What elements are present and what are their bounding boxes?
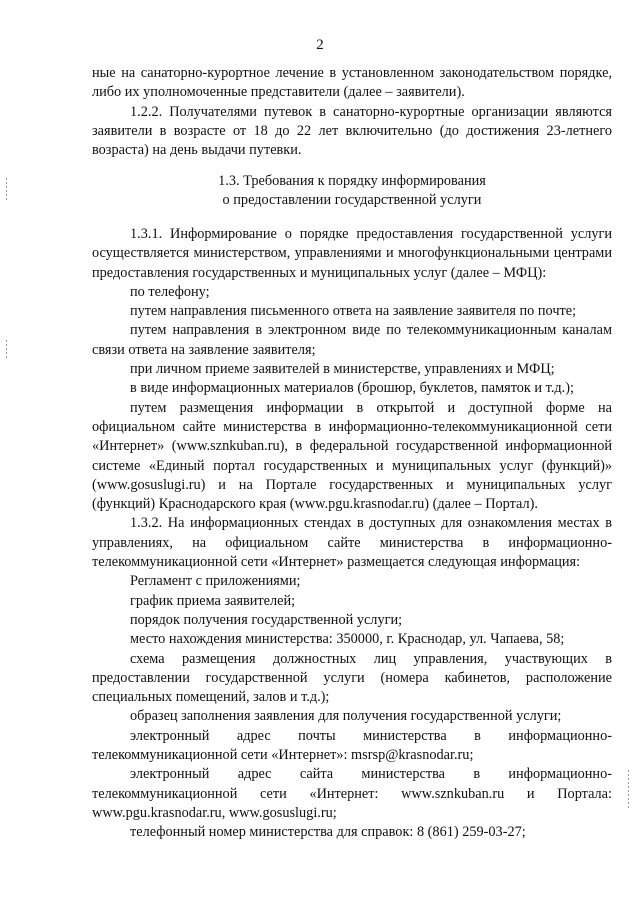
list-item: место нахождения министерства: 350000, г. Краснодар, ул. Чапаева, 58; [130,631,565,648]
paragraph-1-2-2: 1.2.2. Получателями путевок в санаторно-курортные организации являются заявители в возрасте от 18 до 22 лет включительно (до достижения 23-летнего возраста) на день выдачи путевки. [92,103,612,159]
scan-margin-mark [6,178,7,200]
section-heading [92,172,612,211]
list-item: образец заполнения заявления для получения государственной услуги; [130,708,562,725]
list-item: электронный адрес почты министерства в информационно-телекоммуникационной сети «Интернет»: msrsp@krasnodar.ru; [92,727,612,764]
list-item: путем направления письменного ответа на заявление заявителя по почте; [130,303,577,320]
list-item: электронный адрес сайта министерства в информационно-телекоммуникационной сети «Интернет: www.sznkuban.ru и Портала: www.pgu.krasnodar.ru, www.gosuslugi.ru; [92,766,612,821]
list-item: в виде информационных материалов (брошюр, буклетов, памяток и т.д.); [130,380,574,397]
body-text [92,225,612,843]
scan-margin-mark [6,340,7,358]
list-item: Регламент с приложениями; [130,573,301,590]
list-item: телефонный номер министерства для справок: 8 (861) 259-03-27; [130,824,526,841]
list-item: при личном приеме заявителей в министерстве, управлениях и МФЦ; [130,361,555,378]
section-heading-line2: о предоставлении государственной услуги [222,192,482,209]
list-item: путем размещения информации в открытой и доступной форме на официальном сайте министерства в информационно-телекоммуникационной сети «Интернет» (www.sznkuban.ru), в федеральной государственной информационной системе «Единый портал государственных и муниципальных услуг (функций)» (www.gosuslugi.ru) и на Портале государственных и муниципальных услуг (функций) Краснодарского края (www.pgu.krasnodar.ru) (далее – Портал). [92,399,612,513]
paragraph-continuation: ные на санаторно-курортное лечение в установленном законодательством порядке, либо их уполномоченные представители (далее – заявители). [92,65,612,101]
list-item: схема размещения должностных лиц управления, участвующих в предоставлении государственной услуги (номера кабинетов, расположение специальных помещений, залов и т.д.); [92,650,612,706]
intro-text [92,64,612,160]
list-item: путем направления в электронном виде по телекоммуникационным каналам связи ответа на заявление заявителя; [92,322,612,358]
scan-margin-mark [628,770,629,810]
paragraph-1-3-2: 1.3.2. На информационных стендах в доступных для ознакомления местах в управлениях, на официальном сайте министерства в информационно-телекоммуникационной сети «Интернет» размещается следующая информация: [92,515,612,571]
list-item: график приема заявителей; [130,592,296,609]
page-number: 2 [316,37,324,53]
section-heading-line1: 1.3. Требования к порядку информирования [218,173,486,189]
list-item: по телефону; [130,283,210,300]
paragraph-1-3-1: 1.3.1. Информирование о порядке предоставления государственной услуги осуществляется министерством, управлениями и многофункциональными центрами предоставления государственных и муниципальных услуг (далее – МФЦ): [92,226,612,281]
list-item: порядок получения государственной услуги; [130,611,403,628]
